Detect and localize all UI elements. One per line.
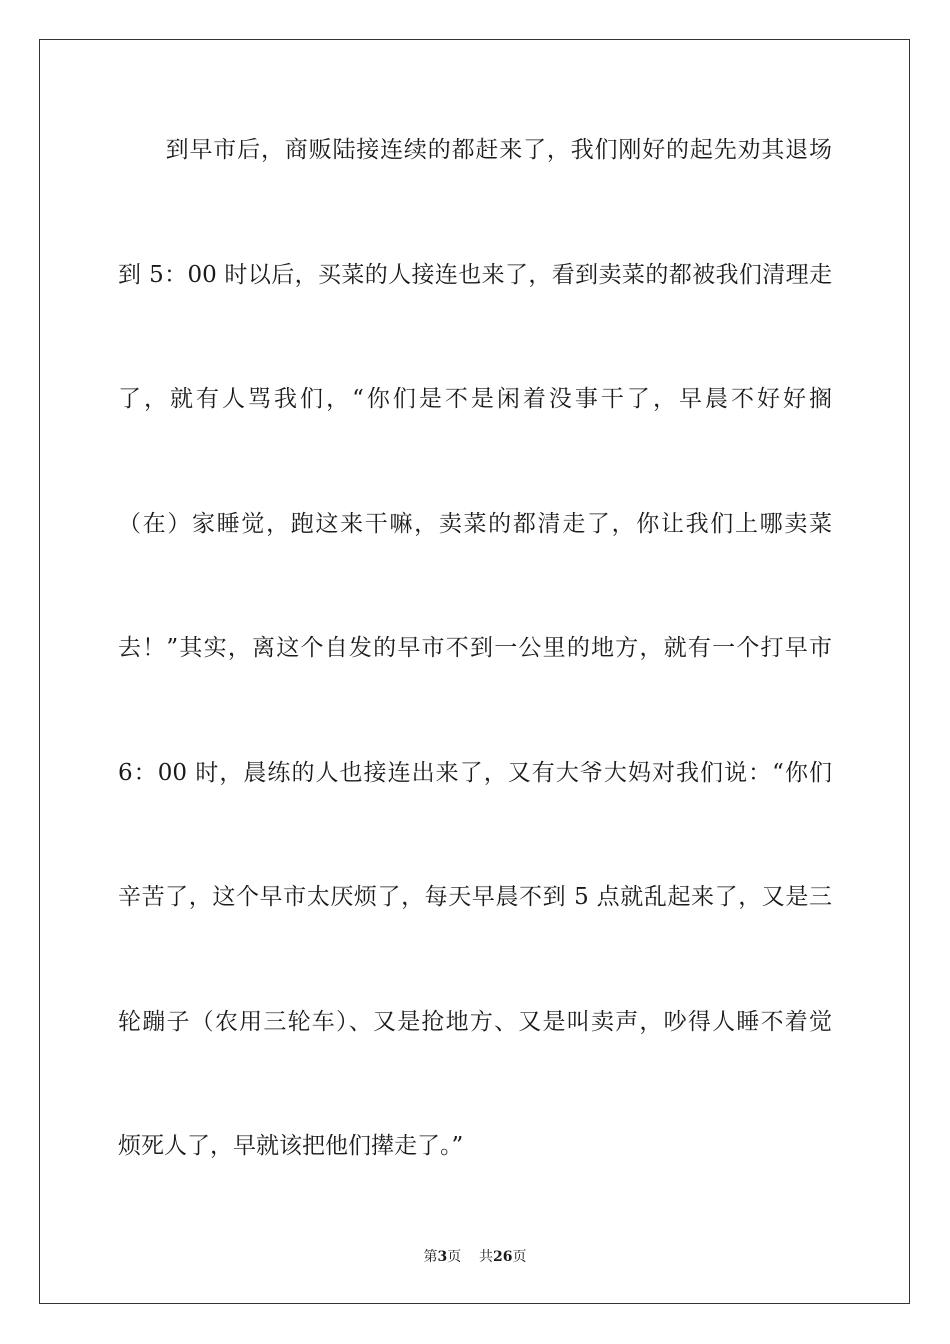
page-unit: 页 xyxy=(447,1249,462,1265)
page-border xyxy=(39,39,910,1304)
total-prefix: 共 xyxy=(479,1249,494,1265)
page-prefix: 第 xyxy=(423,1249,438,1265)
page-current: 3 xyxy=(437,1249,448,1265)
text-line-7: 辛苦了，这个早市太厌烦了，每天早晨不到 5 点就乱起来了，又是三 xyxy=(118,884,832,910)
text-line-1: 到早市后，商贩陆接连续的都赶来了，我们刚好的起先劝其退场 xyxy=(118,137,832,163)
text-line-8: 轮蹦子（农用三轮车）、又是抢地方、又是叫卖声，吵得人睡不着觉 xyxy=(118,1009,832,1035)
text-line-2: 到 5：00 时以后，买菜的人接连也来了，看到卖菜的都被我们清理走 xyxy=(118,262,832,288)
text-line-9: 烦死人了，早就该把他们撵走了。” xyxy=(118,1133,464,1159)
page-total: 26 xyxy=(493,1249,513,1265)
text-line-3: 了，就有人骂我们，“你们是不是闲着没事干了，早晨不好好搁 xyxy=(118,386,832,412)
text-line-5: 去！”其实，离这个自发的早市不到一公里的地方，就有一个打早市 xyxy=(118,635,832,661)
text-line-4: （在）家睡觉，跑这来干嘛，卖菜的都清走了，你让我们上哪卖菜 xyxy=(118,511,832,537)
total-unit: 页 xyxy=(512,1249,527,1265)
page-footer xyxy=(0,1248,950,1266)
text-line-6: 6：00 时，晨练的人也接连出来了，又有大爷大妈对我们说：“你们 xyxy=(118,760,832,786)
